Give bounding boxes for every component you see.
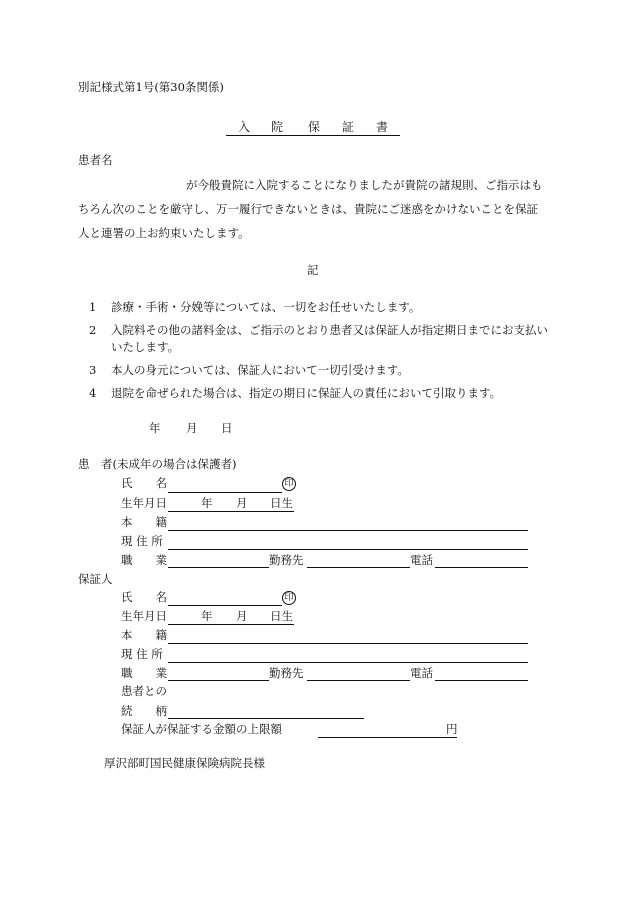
guarantor-domicile-label: 本 籍 (121, 628, 167, 642)
title-char: 院 (271, 120, 284, 134)
guarantor-phone-line[interactable] (435, 680, 528, 681)
title-char: 書 (376, 120, 389, 134)
list-item (89, 322, 559, 356)
guarantor-domicile-line[interactable] (168, 643, 528, 644)
guarantor-dob-month: 月 (236, 609, 248, 623)
patient-dob-year: 年 (201, 496, 213, 510)
guarantor-name-label: 氏 名 (121, 590, 167, 604)
item-number: 4 (89, 386, 97, 400)
guarantor-limit-yen: 円 (446, 722, 458, 736)
guarantor-dob-line[interactable] (168, 624, 294, 625)
guarantor-limit-label: 保証人が保証する金額の上限額 (121, 722, 282, 736)
item-number: 3 (89, 363, 97, 377)
patient-heading: 患 者(未成年の場合は保護者) (78, 457, 237, 471)
intro-line-2: ちろん次のことを厳守し、万一履行できないときは、貴院にご迷惑をかけないことを保証 (78, 202, 538, 216)
guarantor-occupation-label: 職 業 (121, 666, 167, 680)
patient-name-line[interactable] (168, 492, 282, 493)
form-reference: 別記様式第1号(第30条関係) (78, 80, 224, 94)
date-year: 年 (149, 421, 161, 435)
item-text: 本人の身元については、保証人において一切引受けます。 (111, 363, 409, 377)
patient-name-label: 氏 名 (121, 476, 167, 490)
list-item (89, 362, 559, 379)
guarantor-workplace-label: 勤務先 (269, 666, 304, 680)
patient-address-line[interactable] (168, 549, 528, 550)
guarantor-limit-line[interactable] (318, 737, 457, 738)
item-text: 診療・手術・分娩等については、一切をお任せいたします。 (111, 300, 421, 314)
patient-phone-label: 電話 (410, 553, 433, 567)
guarantor-dob-year: 年 (201, 609, 213, 623)
intro-line-3: 人と連署の上お約束いたします。 (78, 226, 250, 240)
list-item (89, 385, 559, 402)
patient-domicile-line[interactable] (168, 530, 528, 531)
guarantor-workplace-line[interactable] (307, 680, 410, 681)
patient-phone-line[interactable] (435, 567, 528, 568)
patient-occupation-line[interactable] (168, 567, 269, 568)
list-item (89, 299, 559, 316)
title-char: 入 (238, 120, 251, 134)
guarantor-phone-label: 電話 (410, 666, 433, 680)
title-char: 証 (342, 120, 355, 134)
guarantor-name-line[interactable] (168, 605, 282, 606)
guarantor-address-line[interactable] (168, 662, 528, 663)
guarantor-relation-line[interactable] (168, 718, 364, 719)
guarantor-relation-label-1: 患者との (121, 684, 167, 698)
patient-dob-month: 月 (236, 496, 248, 510)
guarantor-relation-label-2: 続 柄 (121, 704, 167, 718)
guarantor-seal: 印 (282, 591, 296, 605)
patient-dob-line[interactable] (168, 511, 294, 512)
guarantor-address-label: 現 住 所 (121, 647, 163, 661)
item-number: 2 (89, 323, 97, 337)
patient-occupation-label: 職 業 (121, 553, 167, 567)
guarantor-dob-label: 生年月日 (121, 609, 167, 623)
item-number: 1 (89, 300, 97, 314)
patient-address-label: 現 住 所 (121, 534, 163, 548)
guarantor-heading: 保証人 (78, 572, 113, 586)
item-text: 退院を命ぜられた場合は、指定の期日に保証人の責任において引取ります。 (111, 386, 502, 400)
patient-workplace-label: 勤務先 (269, 553, 304, 567)
document-title (226, 121, 400, 136)
addressee: 厚沢部町国民健康保険病院長様 (104, 756, 265, 770)
patient-name-label: 患者名 (78, 153, 113, 167)
date-month: 月 (186, 421, 198, 435)
item-text: 入院料その他の諸料金は、ご指示のとおり患者又は保証人が指定期日までにお支払いいたします。 (111, 323, 548, 354)
ki-heading: 記 (307, 263, 319, 277)
guarantor-occupation-line[interactable] (168, 680, 269, 681)
intro-line-1: が今般貴院に入院することになりましたが貴院の諸規則、ご指示はも (186, 178, 543, 192)
date-day: 日 (221, 421, 233, 435)
guarantor-dob-day: 日生 (270, 609, 293, 623)
patient-workplace-line[interactable] (307, 567, 410, 568)
patient-dob-label: 生年月日 (121, 496, 167, 510)
patient-domicile-label: 本 籍 (121, 515, 167, 529)
patient-seal: 印 (282, 477, 296, 491)
title-char: 保 (308, 120, 321, 134)
patient-dob-day: 日生 (270, 496, 293, 510)
